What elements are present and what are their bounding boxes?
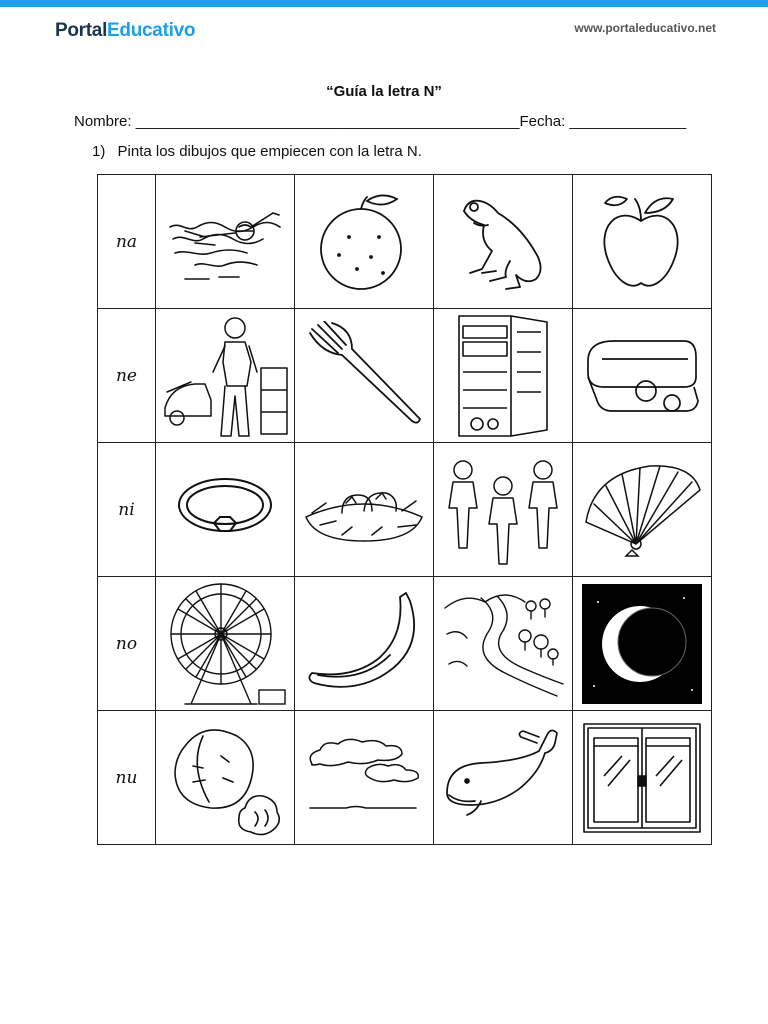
swimmer-icon [165,187,285,297]
logo-part-educativo: Educativo [107,20,196,41]
picture-cell[interactable] [156,175,295,309]
picture-cell[interactable] [573,711,712,845]
syllable-cell [98,175,156,309]
instruction-number: 1) [92,143,106,160]
portal-educativo-logo [55,20,195,42]
picture-cell[interactable] [573,175,712,309]
frog-icon [448,187,558,297]
refrigerator-icon [453,312,553,440]
apple-icon [587,187,697,297]
picture-cell[interactable] [295,309,434,443]
picture-cell[interactable] [434,443,573,577]
picture-grid [97,174,712,845]
picture-cell[interactable] [295,577,434,711]
date-label: Fecha: [519,113,566,130]
worksheet-title: “Guía la letra N” [326,83,442,100]
name-date-row [74,113,686,130]
pencil-case-icon [582,321,702,431]
walnut-icon [163,716,287,840]
picture-cell[interactable] [434,711,573,845]
hand-fan-icon [580,460,704,560]
syllable-cell [98,309,156,443]
picture-cell[interactable] [156,577,295,711]
syllable-cell [98,443,156,577]
picture-cell[interactable] [434,577,573,711]
syllable-cell [98,711,156,845]
banana-icon [304,589,424,699]
clouds-icon [302,728,426,828]
grid-row-no [98,577,712,711]
logo-part-portal: Portal [55,20,108,41]
window-icon [580,720,704,836]
grid-row-ne [98,309,712,443]
instruction-text: Pinta los dibujos que empiecen con la letra N. [117,143,422,160]
instruction [92,143,422,160]
date-field[interactable]: ______________ [569,113,687,130]
picture-cell[interactable] [156,443,295,577]
picture-cell[interactable] [295,175,434,309]
picture-cell[interactable] [573,577,712,711]
syllable-cell [98,577,156,711]
river-landscape-icon [441,584,565,704]
children-icon [441,450,565,570]
grid-row-nu [98,711,712,845]
whale-icon [441,723,565,833]
syllable-label: nu [115,767,138,788]
grid-row-na [98,175,712,309]
bird-nest-icon [302,465,426,555]
moon-night-icon [580,582,704,706]
mechanic-icon [161,312,289,440]
picture-cell[interactable] [156,309,295,443]
picture-cell[interactable] [156,711,295,845]
ferris-wheel-icon [161,580,289,708]
syllable-label: ni [118,499,135,520]
picture-cell[interactable] [434,175,573,309]
picture-cell[interactable] [295,443,434,577]
picture-cell[interactable] [434,309,573,443]
syllable-label: no [115,633,138,654]
syllable-label: ne [115,365,137,386]
picture-cell[interactable] [295,711,434,845]
fork-icon [304,321,424,431]
top-accent-bar [0,0,768,7]
ring-icon [170,465,280,555]
name-label: Nombre: [74,113,132,130]
picture-cell[interactable] [573,309,712,443]
orange-icon [309,187,419,297]
website-url[interactable]: www.portaleducativo.net [574,21,716,35]
syllable-label: na [115,231,138,252]
grid-row-ni [98,443,712,577]
picture-cell[interactable] [573,443,712,577]
name-field[interactable]: ______________________________________________ [135,113,520,130]
